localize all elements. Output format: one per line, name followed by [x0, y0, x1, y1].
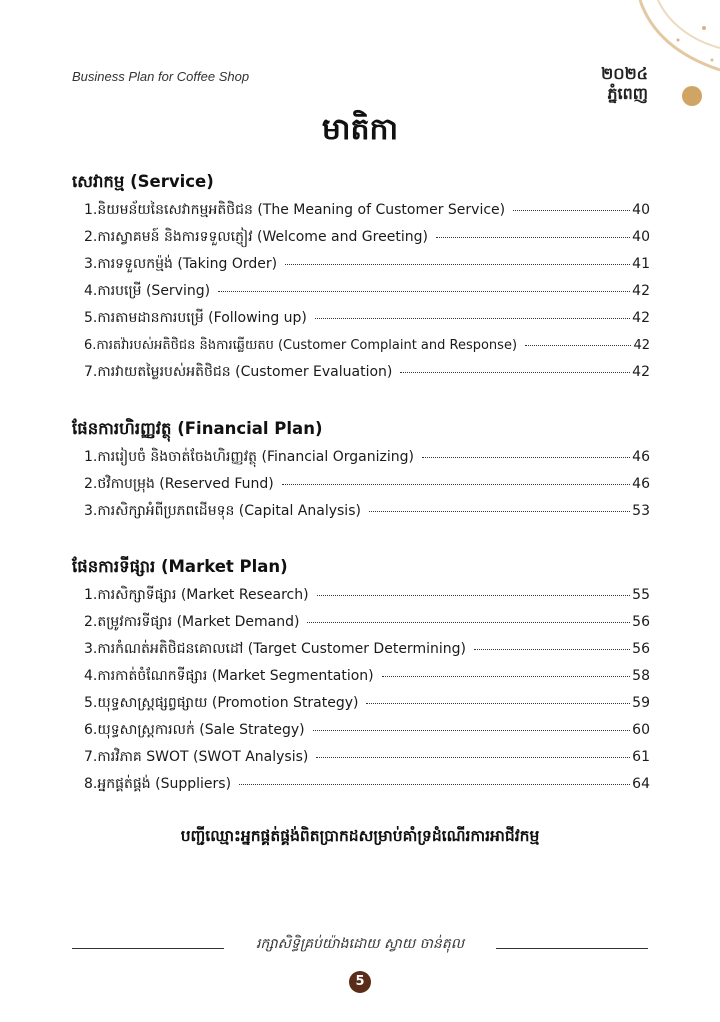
entry-number: 3.: [84, 641, 98, 657]
toc-entry[interactable]: [72, 197, 650, 224]
entry-label: និយមន័យនៃសេវាកម្មអតិថិជន (The Meaning of Customer Service): [97, 202, 506, 218]
entry-page: 64: [632, 776, 650, 792]
toc-entry[interactable]: [72, 305, 650, 332]
entry-number: 2.: [84, 614, 98, 630]
leader-dots: [369, 510, 630, 512]
entry-number: 7.: [84, 364, 98, 380]
leader-dots: [400, 371, 630, 373]
entry-label: ការតាមដានការបម្រើ (Following up): [97, 310, 307, 326]
entry-number: 8.: [84, 776, 98, 792]
entry-label: ថវិកាបម្រុង (Reserved Fund): [97, 476, 274, 492]
header-date-block: [601, 64, 648, 104]
entry-number: 2.: [84, 476, 98, 492]
entry-page: 40: [632, 229, 650, 245]
toc-entry[interactable]: [72, 251, 650, 278]
entry-label: ការកាត់ចំណែកទីផ្សារ (Market Segmentation): [97, 668, 374, 684]
entry-label: ការវាយតម្លៃរបស់អតិថិជន (Customer Evaluation): [97, 364, 393, 380]
entry-page: 46: [632, 449, 650, 465]
leader-dots: [436, 236, 630, 238]
entry-number: 5.: [84, 695, 98, 711]
leader-dots: [218, 290, 630, 292]
leader-dots: [513, 209, 630, 211]
toc-section-market-plan: [72, 552, 650, 798]
toc-entry[interactable]: [72, 224, 650, 251]
toc-entry[interactable]: [72, 278, 650, 305]
toc-entry[interactable]: [72, 771, 650, 798]
entry-page: 42: [633, 338, 650, 353]
entry-page: 46: [632, 476, 650, 492]
entry-number: 7.: [84, 749, 98, 765]
leader-dots: [366, 702, 630, 704]
entry-number: 3.: [84, 256, 98, 272]
entry-page: 58: [632, 668, 650, 684]
entry-number: 3.: [84, 503, 98, 519]
leader-dots: [285, 263, 630, 265]
entry-page: 41: [632, 256, 650, 272]
entry-label: តម្រូវការទីផ្សារ (Market Demand): [97, 614, 300, 630]
toc-entry[interactable]: [72, 444, 650, 471]
leader-dots: [316, 756, 630, 758]
footer-divider-right: [496, 948, 648, 949]
leader-dots: [313, 729, 631, 731]
page-number-badge: 5: [349, 971, 371, 993]
entry-number: 1.: [84, 449, 98, 465]
entry-label: ការតវ៉ារបស់អតិថិជន និងការឆ្លើយតប (Customer Complaint and Response): [96, 338, 518, 353]
entry-number: 2.: [84, 229, 98, 245]
entry-label: អ្នកផ្គត់ផ្គង់ (Suppliers): [97, 776, 232, 792]
leader-dots: [315, 317, 630, 319]
entry-page: 56: [632, 614, 650, 630]
entry-number: 5.: [84, 310, 98, 326]
toc-section-service: [72, 167, 650, 386]
toc-entry[interactable]: [72, 690, 650, 717]
toc-section-financial-plan: [72, 414, 650, 525]
footer-copyright: រក្សាសិទ្ធិគ្រប់យ៉ាងដោយ ស្វាយ ចាន់តុល: [255, 936, 465, 952]
entry-page: 53: [632, 503, 650, 519]
section-heading: ផែនការហិរញ្ញវត្ថុ (Financial Plan): [72, 419, 323, 438]
entry-number: 6.: [84, 722, 98, 738]
entry-label: ការបម្រើ (Serving): [97, 283, 211, 299]
toc-entry[interactable]: [72, 582, 650, 609]
leader-dots: [317, 594, 631, 596]
leader-dots: [282, 483, 630, 485]
leader-dots: [307, 621, 630, 623]
leader-dots: [422, 456, 630, 458]
entry-label: យុទ្ធសាស្ត្រផ្សព្វផ្សាយ (Promotion Strategy): [97, 695, 359, 711]
entry-page: 42: [632, 283, 650, 299]
section-heading: សេវាកម្ម (Service): [72, 172, 214, 191]
entry-label: យុទ្ធសាស្ត្រការលក់ (Sale Strategy): [97, 722, 305, 738]
toc-entry[interactable]: [72, 471, 650, 498]
section-heading: ផែនការទីផ្សារ (Market Plan): [72, 557, 288, 576]
entry-label: ការវិភាគ SWOT (SWOT Analysis): [97, 749, 309, 765]
entry-label: ការសិក្សាអំពីប្រភពដើមទុន (Capital Analysis): [97, 503, 361, 519]
entry-number: 6.: [84, 338, 97, 353]
toc-entry[interactable]: [72, 498, 650, 525]
toc-entry[interactable]: [72, 717, 650, 744]
entry-page: 55: [632, 587, 650, 603]
page-title: មាតិកា: [321, 112, 399, 147]
entry-number: 4.: [84, 283, 98, 299]
entry-page: 59: [632, 695, 650, 711]
entry-label: ការទទួលកម្ម៉ង់ (Taking Order): [97, 256, 278, 272]
leader-dots: [474, 648, 630, 650]
entry-label: ការរៀបចំ និងចាត់ចែងហិរញ្ញវត្ថុ (Financial Organizing): [97, 449, 414, 465]
supplier-note: បញ្ជីឈ្មោះអ្នកផ្គត់ផ្គង់ពិតប្រាកដសម្រាប់គាំទ្រដំណើរការអាជីវកម្ម: [180, 827, 540, 845]
document-title: Business Plan for Coffee Shop: [72, 69, 250, 84]
entry-page: 42: [632, 364, 650, 380]
entry-number: 4.: [84, 668, 98, 684]
toc-entry[interactable]: [72, 609, 650, 636]
toc-entry[interactable]: [72, 744, 650, 771]
entry-page: 60: [632, 722, 650, 738]
header-city: ភ្នំពេញ: [607, 84, 648, 103]
entry-label: ការកំណត់អតិថិជនគោលដៅ (Target Customer Determining): [97, 641, 466, 657]
entry-number: 1.: [84, 587, 98, 603]
header-year: ២០២៤: [601, 64, 648, 83]
entry-page: 40: [632, 202, 650, 218]
entry-label: ការសិក្សាទីផ្សារ (Market Research): [97, 587, 309, 603]
toc-entry[interactable]: [72, 636, 650, 663]
entry-number: 1.: [84, 202, 98, 218]
leader-dots: [382, 675, 631, 677]
entry-page: 56: [632, 641, 650, 657]
leader-dots: [239, 783, 630, 785]
toc-entry[interactable]: [72, 663, 650, 690]
toc-entry[interactable]: [72, 332, 650, 359]
leader-dots: [525, 344, 631, 346]
entry-label: ការស្វាគមន៍ និងការទទួលភ្ញៀវ (Welcome and Greeting): [97, 229, 428, 245]
toc-entry[interactable]: [72, 359, 650, 386]
entry-page: 42: [632, 310, 650, 326]
entry-page: 61: [632, 749, 650, 765]
